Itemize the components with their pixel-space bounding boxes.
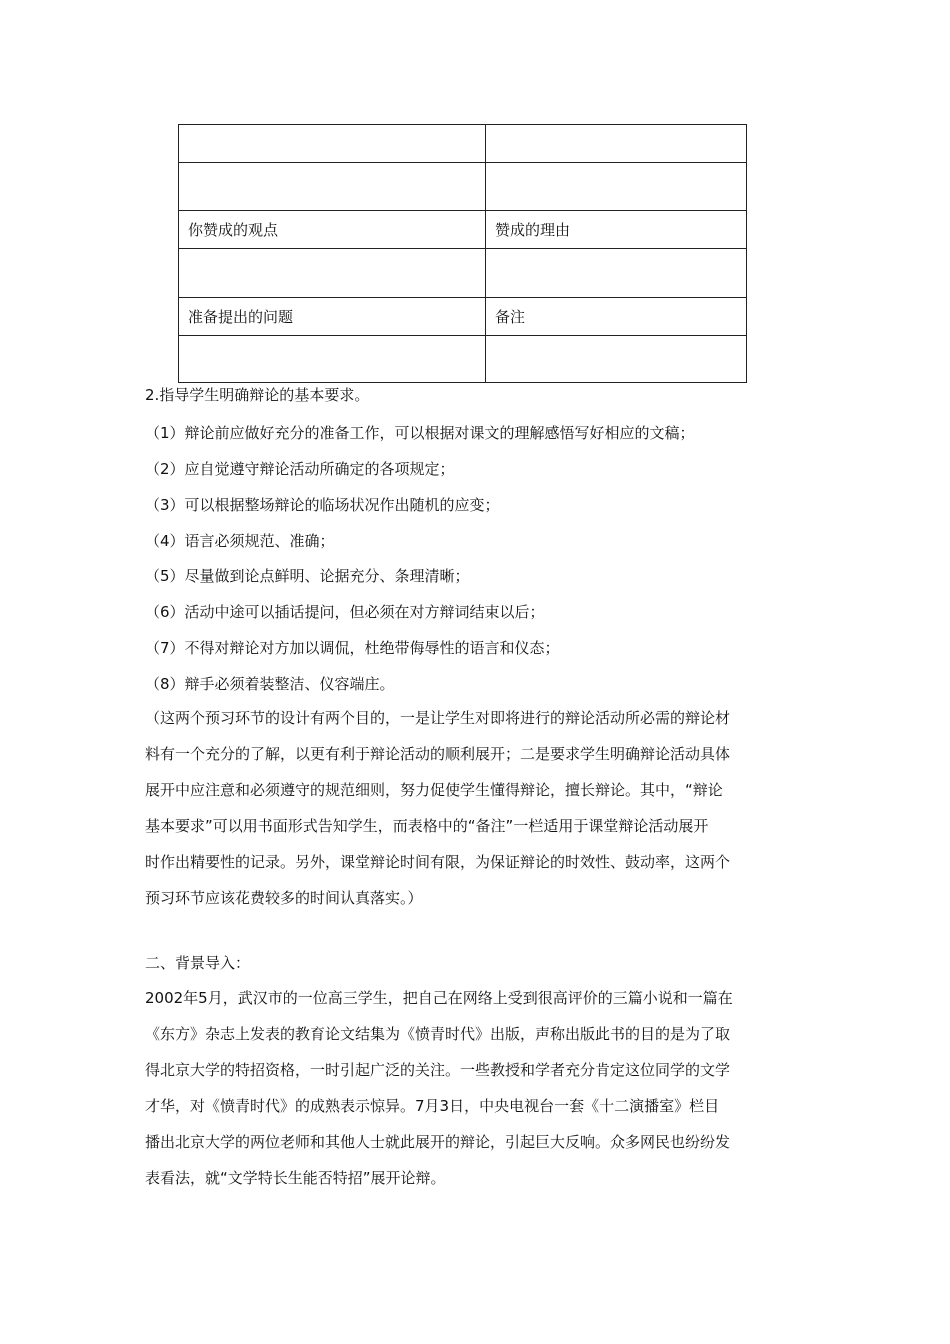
table-cell: 赞成的理由 xyxy=(486,211,747,249)
table-row xyxy=(179,163,747,211)
paragraph-line: 2002年5月，武汉市的一位高三学生，把自己在网络上受到很高评价的三篇小说和一篇在 xyxy=(145,989,733,1007)
table-cell: 你赞成的观点 xyxy=(179,211,486,249)
paragraph-line: 得北京大学的特招资格，一时引起广泛的关注。一些教授和学者充分肯定这位同学的文学 xyxy=(145,1061,731,1079)
table-cell xyxy=(486,336,747,383)
requirement-item: （5）尽量做到论点鲜明、论据充分、条理清晰； xyxy=(145,567,470,585)
background-paragraph xyxy=(145,980,810,1196)
table-cell xyxy=(179,163,486,211)
table-row xyxy=(179,211,747,249)
table-row xyxy=(179,125,747,163)
paragraph-line: 预习环节应该花费较多的时间认真落实。） xyxy=(145,889,423,907)
table-cell xyxy=(179,249,486,298)
paragraph-line: 播出北京大学的两位老师和其他人士就此展开的辩论，引起巨大反响。众多网民也纷纷发 xyxy=(145,1133,731,1151)
requirement-item: （1）辩论前应做好充分的准备工作，可以根据对课文的理解感悟写好相应的文稿； xyxy=(145,424,695,442)
debate-prep-table xyxy=(178,124,747,383)
requirement-item: （7）不得对辩论对方加以调侃，杜绝带侮辱性的语言和仪态； xyxy=(145,639,560,657)
paragraph-line: 基本要求”可以用书面形式告知学生，而表格中的“备注”一栏适用于课堂辩论活动展开 xyxy=(145,817,709,835)
table-row xyxy=(179,249,747,298)
paragraph-line: 表看法，就“文学特长生能否特招”展开论辩。 xyxy=(145,1169,446,1187)
requirement-item: （3）可以根据整场辩论的临场状况作出随机的应变； xyxy=(145,496,500,514)
table-row xyxy=(179,298,747,336)
requirement-item: （4）语言必须规范、准确； xyxy=(145,532,335,550)
section-heading: 二、背景导入： xyxy=(145,954,251,972)
requirement-item: （2）应自觉遵守辩论活动所确定的各项规定； xyxy=(145,460,455,478)
paragraph-line: 时作出精要性的记录。另外，课堂辩论时间有限，为保证辩论的时效性、鼓动率，这两个 xyxy=(145,853,731,871)
requirement-item: （6）活动中途可以插话提问，但必须在对方辩词结束以后； xyxy=(145,603,545,621)
table-cell: 准备提出的问题 xyxy=(179,298,486,336)
design-note-paragraph xyxy=(145,700,810,916)
table-row xyxy=(179,336,747,383)
paragraph-line: （这两个预习环节的设计有两个目的，一是让学生对即将进行的辩论活动所必需的辩论材 xyxy=(145,709,731,727)
table-cell xyxy=(486,249,747,298)
paragraph-line: 料有一个充分的了解，以更有利于辩论活动的顺利展开；二是要求学生明确辩论活动具体 xyxy=(145,745,731,763)
paragraph-line: 才华，对《愤青时代》的成熟表示惊异。7月3日，中央电视台一套《十二演播室》栏目 xyxy=(145,1097,720,1115)
table-cell: 备注 xyxy=(486,298,747,336)
section-heading: 2.指导学生明确辩论的基本要求。 xyxy=(145,386,370,404)
table-cell xyxy=(179,125,486,163)
table-cell xyxy=(179,336,486,383)
paragraph-line: 《东方》杂志上发表的教育论文结集为《愤青时代》出版，声称出版此书的目的是为了取 xyxy=(145,1025,731,1043)
paragraph-line: 展开中应注意和必须遵守的规范细则，努力促使学生懂得辩论，擅长辩论。其中，“辩论 xyxy=(145,781,723,799)
table-cell xyxy=(486,125,747,163)
requirement-item: （8）辩手必须着装整洁、仪容端庄。 xyxy=(145,675,395,693)
table-cell xyxy=(486,163,747,211)
